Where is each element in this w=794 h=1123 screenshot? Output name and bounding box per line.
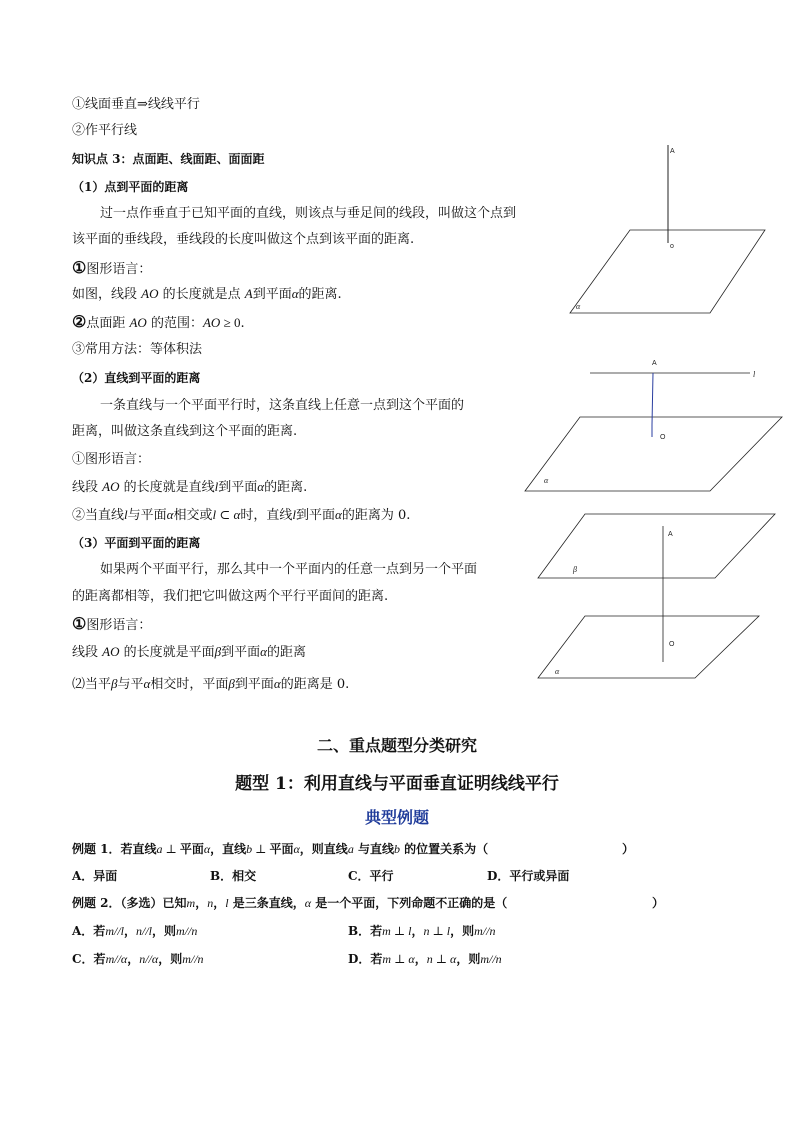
- math-span: ⊥: [429, 924, 447, 938]
- text-span: 例题 2．（多选）已知: [72, 896, 187, 910]
- text-line: ①图形语言：: [72, 452, 151, 467]
- math-span: β: [111, 676, 118, 691]
- text-line: ①线面垂直⇒线线平行: [72, 97, 200, 112]
- text-span: A．若: [72, 924, 106, 938]
- math-span: ⊥: [162, 842, 180, 856]
- text-span: ，直线: [210, 842, 247, 856]
- text-span: 到平面: [252, 287, 292, 302]
- text-line: ③常用方法：等体积法: [72, 342, 203, 357]
- math-span: AO: [102, 479, 120, 494]
- math-span: α: [408, 952, 415, 966]
- text-line: [72, 615, 151, 635]
- math-span: m//n: [480, 952, 502, 966]
- label-o: o: [670, 243, 674, 250]
- text-span: 例题 1．若直线: [72, 842, 157, 856]
- section-heading: 二、重点题型分类研究: [316, 736, 477, 755]
- math-span: AO: [202, 315, 221, 330]
- circled-number: ①: [72, 258, 87, 277]
- option-d: D．平行或异面: [487, 869, 570, 883]
- plane-alpha: [525, 417, 782, 491]
- math-span: ⊂: [216, 507, 234, 522]
- math-span: b: [246, 842, 253, 856]
- text-line: [72, 259, 151, 279]
- knowledge-point-heading: 知识点 3：点面距、线面距、面面距: [72, 152, 265, 166]
- segment-ao: [652, 373, 653, 437]
- math-span: α: [304, 896, 312, 910]
- text-span: 的长度就是点: [158, 287, 245, 302]
- math-span: α: [260, 644, 267, 659]
- text-span: ，则: [456, 952, 481, 966]
- circled-number: ①: [72, 614, 87, 633]
- math-span: l: [292, 507, 296, 522]
- math-span: b: [394, 842, 400, 856]
- text-span: ，: [127, 952, 140, 966]
- math-span: n//α: [139, 952, 159, 966]
- label-alpha: α: [544, 476, 549, 485]
- text-span: 图形语言：: [86, 262, 152, 277]
- text-line: 距离，叫做这条直线到这个平面的距离.: [72, 424, 298, 439]
- text-span: 的距离是 0.: [280, 677, 350, 692]
- answer-blank-close: ）: [622, 842, 635, 856]
- label-beta: β: [573, 565, 577, 574]
- option-c: [72, 950, 204, 968]
- text-span: 的位置关系为（: [400, 842, 489, 856]
- figure-point-plane-distance: [560, 135, 780, 320]
- text-span: ，: [123, 924, 136, 938]
- text-span: 的距离.: [264, 480, 308, 495]
- text-line: 该平面的垂线段，垂线段的长度叫做这个点到该平面的距离.: [72, 232, 415, 247]
- text-line: 过一点作垂直于已知平面的直线，则该点与垂足间的线段，叫做这个点到: [100, 206, 517, 221]
- text-line: [72, 313, 245, 333]
- math-span: n: [426, 952, 433, 966]
- text-span: 平面: [179, 842, 204, 856]
- figure-plane-plane-distance: [535, 512, 785, 682]
- text-span: 到平面: [221, 645, 261, 660]
- math-span: α: [293, 842, 300, 856]
- text-span: 相交或: [173, 508, 213, 523]
- label-a: A: [668, 531, 673, 538]
- text-span: ，则: [152, 924, 177, 938]
- math-span: m: [186, 896, 196, 910]
- math-span: n: [207, 896, 214, 910]
- text-span: 如图，线段: [72, 287, 142, 302]
- math-span: ≥ 0: [220, 315, 241, 330]
- subsection-heading: （3）平面到平面的距离: [72, 536, 201, 550]
- math-span: α: [291, 286, 299, 301]
- option-c: C．平行: [348, 869, 394, 883]
- text-span: 点面距: [86, 316, 130, 331]
- text-span: .: [240, 316, 245, 331]
- option-b: B．相交: [210, 869, 257, 883]
- math-span: n//l: [136, 924, 153, 938]
- math-span: m//n: [182, 952, 204, 966]
- option-a: A．异面: [72, 869, 118, 883]
- text-span: 与平: [117, 677, 144, 692]
- math-span: α: [335, 507, 342, 522]
- text-span: 是三条直线，: [228, 896, 305, 910]
- text-span: ，: [411, 924, 424, 938]
- text-span: ，: [213, 896, 226, 910]
- text-line: 一条直线与一个平面平行时，这条直线上任意一点到这个平面的: [100, 398, 465, 413]
- text-span: 的范围：: [146, 316, 203, 331]
- text-span: 线段: [72, 480, 103, 495]
- math-span: ⊥: [252, 842, 270, 856]
- math-span: m: [382, 924, 391, 938]
- math-span: α: [166, 507, 174, 522]
- text-line: [72, 675, 349, 694]
- text-span: D．若: [348, 952, 383, 966]
- text-span: 时，直线: [240, 508, 293, 523]
- plane-alpha: [538, 616, 759, 678]
- text-span: 到平面: [218, 480, 258, 495]
- math-span: l: [446, 924, 451, 938]
- label-l: l: [753, 370, 756, 379]
- math-span: α: [233, 507, 241, 522]
- text-span: ，: [414, 952, 427, 966]
- math-span: α: [203, 842, 211, 856]
- example-2-stem: [72, 894, 507, 912]
- math-span: β: [214, 644, 222, 659]
- text-span: 的长度就是直线: [119, 480, 215, 495]
- text-line: [72, 506, 410, 525]
- math-span: l: [214, 479, 219, 494]
- example-1-stem: [72, 840, 488, 858]
- text-line: [72, 643, 306, 662]
- text-span: 的距离: [266, 645, 306, 660]
- math-span: m//n: [474, 924, 496, 938]
- text-line: 如果两个平面平行，那么其中一个平面内的任意一点到另一个平面: [100, 562, 478, 577]
- label-alpha: α: [555, 667, 560, 676]
- text-span: ，: [195, 896, 208, 910]
- math-span: l: [408, 924, 412, 938]
- math-span: ⊥: [390, 924, 409, 938]
- text-span: 的距离为 0.: [341, 508, 411, 523]
- text-span: 到平面: [296, 508, 336, 523]
- math-span: n: [423, 924, 430, 938]
- label-o: O: [669, 641, 675, 648]
- text-span: 到平面: [234, 677, 274, 692]
- math-span: m//l: [105, 924, 124, 938]
- math-span: l: [225, 896, 229, 910]
- text-span: C．若: [72, 952, 106, 966]
- math-span: l: [212, 507, 217, 522]
- math-span: m: [382, 952, 392, 966]
- math-span: a: [347, 842, 354, 856]
- text-span: 图形语言：: [86, 618, 152, 633]
- text-line: [72, 478, 307, 497]
- text-line: ②作平行线: [72, 123, 138, 138]
- math-span: a: [156, 842, 163, 856]
- math-span: α: [273, 676, 281, 691]
- label-o: O: [660, 434, 666, 441]
- question-type-heading: 题型 1：利用直线与平面垂直证明线线平行: [235, 774, 559, 794]
- math-span: AO: [129, 315, 147, 330]
- answer-blank-close: ）: [652, 896, 665, 910]
- text-span: 与平面: [127, 508, 167, 523]
- math-span: AO: [102, 644, 120, 659]
- text-line: 的距离都相等，我们把它叫做这两个平行平面间的距离.: [72, 589, 389, 604]
- math-span: m//n: [176, 924, 198, 938]
- text-span: ，则直线: [299, 842, 348, 856]
- text-span: 的距离.: [298, 287, 342, 302]
- text-span: ，则: [158, 952, 183, 966]
- text-line: [72, 285, 342, 304]
- text-span: ②当直线: [72, 508, 125, 523]
- math-span: α: [450, 952, 457, 966]
- label-a: A: [652, 360, 657, 367]
- subsection-heading: （1）点到平面的距离: [72, 180, 189, 194]
- text-span: 的长度就是平面: [119, 645, 215, 660]
- label-alpha: α: [576, 302, 581, 311]
- text-span: 是一个平面，下列命题不正确的是（: [311, 896, 508, 910]
- text-span: 平面: [269, 842, 294, 856]
- math-span: ⊥: [391, 952, 409, 966]
- text-span: 与直线: [353, 842, 394, 856]
- text-span: 线段: [72, 645, 103, 660]
- text-span: B．若: [348, 924, 383, 938]
- math-span: m//α: [105, 952, 128, 966]
- option-a: [72, 922, 197, 940]
- figure-line-plane-distance: [520, 355, 790, 495]
- math-span: β: [228, 676, 235, 691]
- math-span: α: [257, 479, 265, 494]
- circled-number: ②: [72, 312, 87, 331]
- math-span: A: [244, 286, 253, 301]
- examples-heading: 典型例题: [364, 808, 429, 827]
- option-d: [348, 950, 502, 968]
- math-span: l: [124, 507, 128, 522]
- math-span: ⊥: [432, 952, 451, 966]
- text-span: ⑵当平: [72, 677, 112, 692]
- text-span: 相交时，平面: [150, 677, 229, 692]
- text-span: ，则: [450, 924, 475, 938]
- math-span: α: [143, 676, 151, 691]
- math-span: AO: [141, 286, 159, 301]
- option-b: [348, 922, 495, 940]
- subsection-heading: （2）直线到平面的距离: [72, 371, 201, 385]
- label-a: A: [670, 148, 675, 155]
